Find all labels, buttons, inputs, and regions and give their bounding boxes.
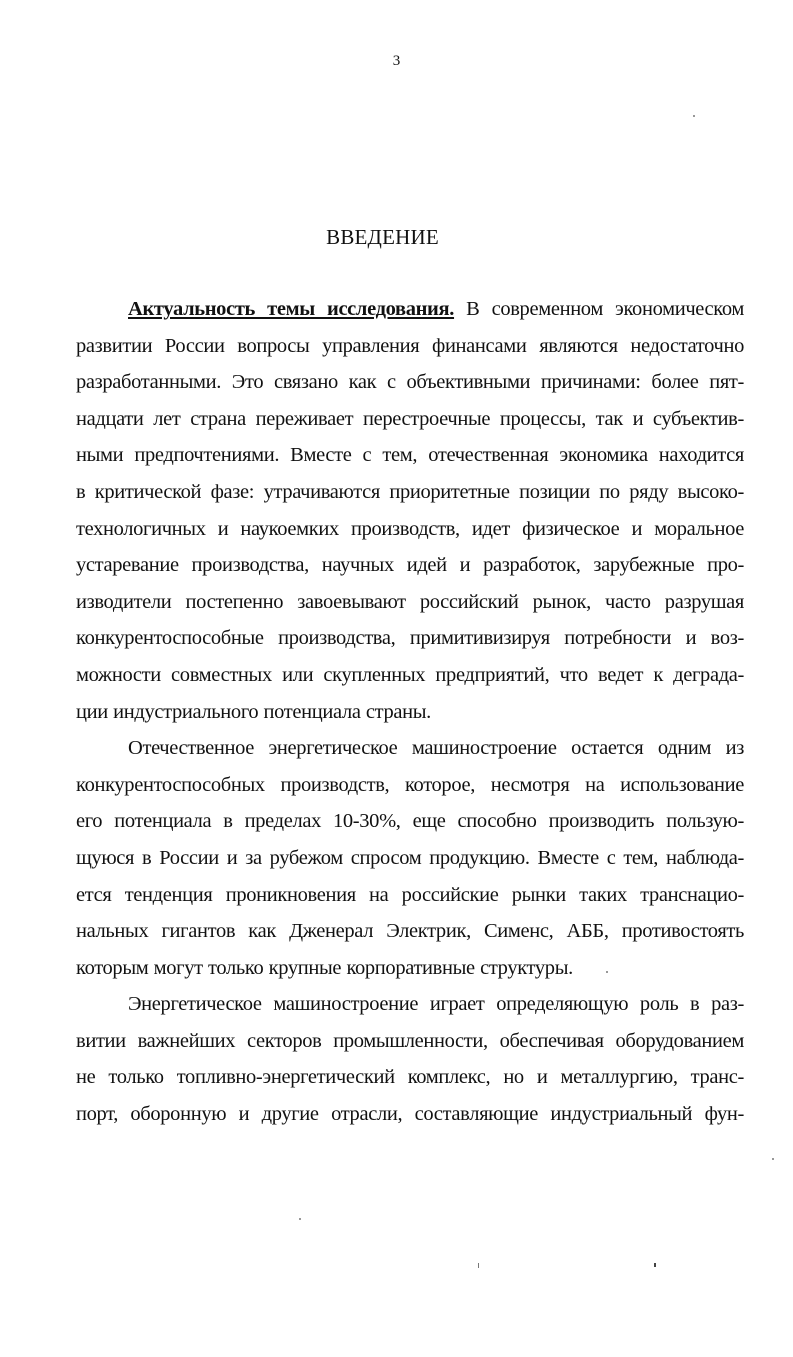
scan-speck [654,1263,656,1267]
text-line: щуюся в России и за рубежом спросом продукцию. Вместе с тем, наблюда- [76,846,744,869]
text-line: изводители постепенно завоевывают российский рынок, часто разрушая [76,590,744,613]
text-line: ции индустриального потенциала страны. [76,700,431,723]
scan-speck [606,971,608,973]
text-line: технологичных и наукоемких производств, идет физическое и моральное [76,517,744,540]
scan-speck [299,1218,301,1220]
page-number: 3 [392,53,401,69]
topic-relevance-heading: Актуальность темы исследования. [128,298,455,320]
text-line: надцати лет страна переживает перестроечные процессы, так и субъектив- [76,407,744,430]
scan-speck [693,115,695,117]
body-text [76,291,744,1133]
text-line: витии важнейших секторов промышленности, обеспечивая оборудованием [76,1029,744,1052]
text-line: Отечественное энергетическое машиностроение остается одним из [128,737,744,760]
text-line: Энергетическое машиностроение играет определяющую роль в раз- [128,993,744,1016]
text-line: не только топливно-энергетический комплекс, но и металлургию, транс- [76,1066,744,1089]
scan-speck [478,1263,479,1268]
text-line: конкурентоспособные производства, примитивизируя потребности и воз- [76,627,744,650]
text-line: развитии России вопросы управления финансами являются недостаточно [76,334,744,357]
text-line: ется тенденция проникновения на российские рынки таких транснацио- [76,883,744,906]
text-line: можности совместных или скупленных предприятий, что ведет к деграда- [76,663,744,686]
text-line: нальных гигантов как Дженерал Электрик, Сименс, АББ, противостоять [76,920,744,943]
text-line: его потенциала в пределах 10-30%, еще способно производить пользую- [76,810,744,833]
text-line: которым могут только крупные корпоративные структуры. [76,956,573,979]
text-line: ными предпочтениями. Вместе с тем, отечественная экономика находится [76,444,744,467]
text-run: В современном экономическом [454,298,745,320]
paragraph-2 [76,730,744,986]
scan-speck [772,1158,774,1160]
text-line: устаревание производства, научных идей и разработок, зарубежные про- [76,554,744,577]
section-title: ВВЕДЕНИЕ [326,225,439,249]
paragraph-first-line [76,291,744,328]
text-line: порт, оборонную и другие отрасли, составляющие индустриальный фун- [76,1103,744,1126]
text-line: разработанными. Это связано как с объективными причинами: более пят- [76,371,744,394]
text-line: конкурентоспособных производств, которое, несмотря на использование [76,773,744,796]
paragraph-1 [76,291,744,730]
text-line: в критической фазе: утрачиваются приоритетные позиции по ряду высоко- [76,480,744,503]
paragraph-3 [76,986,744,1132]
